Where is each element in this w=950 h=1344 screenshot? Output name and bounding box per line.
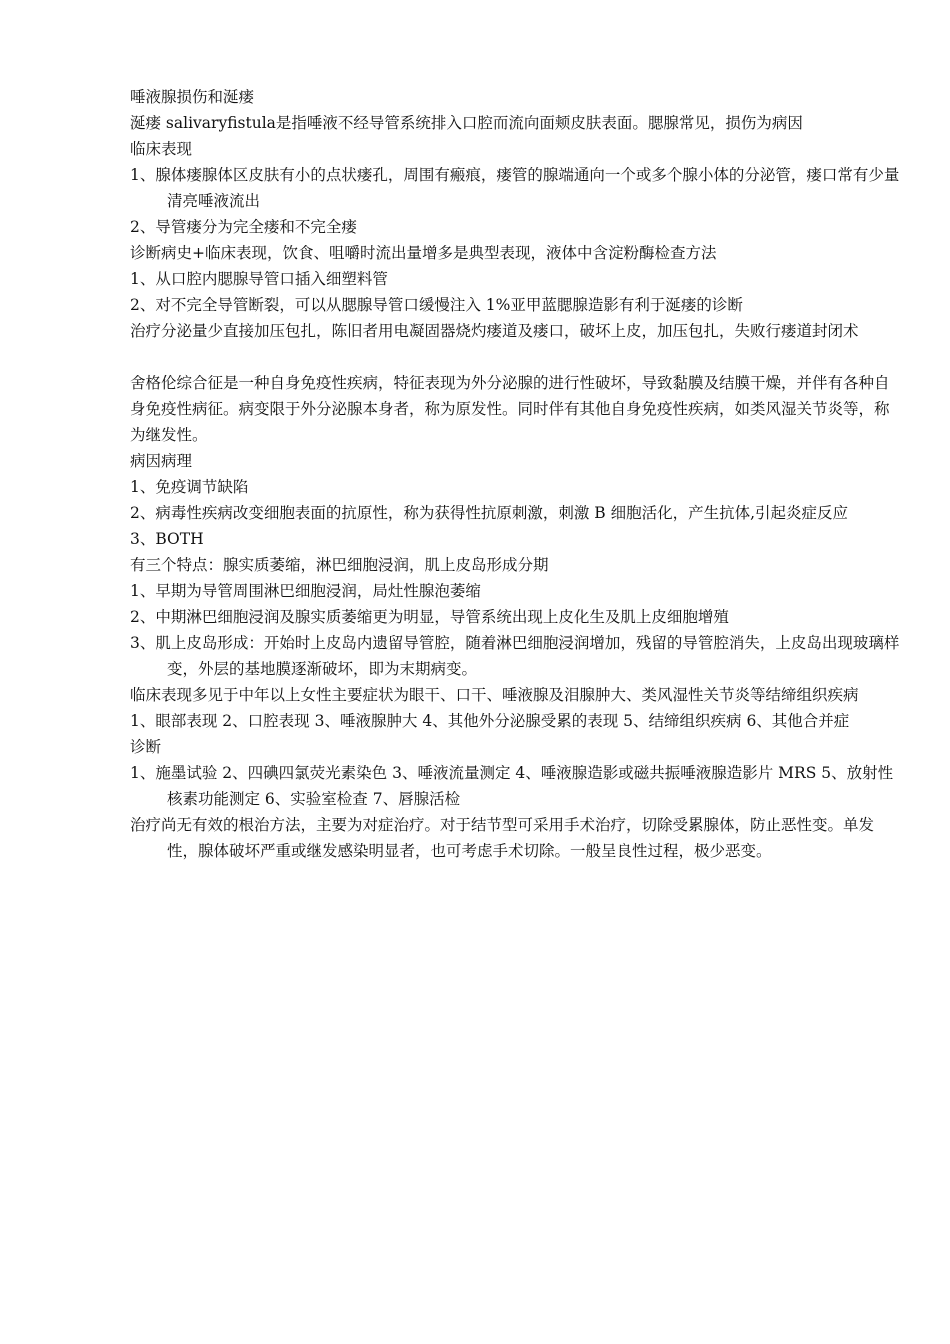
diagnosis-item: 1、施墨试验 2、四碘四氯荧光素染色 3、唾液流量测定 4、唾液腺造影或磁共振唾液腺造影片 MRS 5、放射性核素功能测定 6、实验室检查 7、唇腺活检 bbox=[130, 764, 894, 808]
diagnosis-paragraph: 诊断病史+临床表现，饮食、咀嚼时流出量增多是典型表现，液体中含淀粉酶检查方法 bbox=[130, 244, 717, 262]
fistula-definition: 涎瘘 salivaryfistula是指唾液不经导管系统排入口腔而流向面颊皮肤表面。腮腺常见，损伤为病因 bbox=[130, 114, 803, 132]
sjogren-intro: 舍格伦综合征是一种自身免疫性疾病，特征表现为外分泌腺的进行性破坏，导致黏膜及结膜干燥，并伴有各种自身免疫性病征。病变限于外分泌腺本身者，称为原发性。同时伴有其他自身免疫性疾病，如类风湿关节炎等，称为继发性。 bbox=[130, 374, 890, 444]
clinical-paragraph: 临床表现多见于中年以上女性主要症状为眼干、口干、唾液腺及泪腺肿大、类风湿性关节炎等结缔组织疾病 bbox=[130, 686, 859, 704]
etiology-item: 3、BOTH bbox=[130, 530, 204, 548]
diagnosis-item: 2、对不完全导管断裂，可以从腮腺导管口缓慢注入 1%亚甲蓝腮腺造影有利于涎瘘的诊断 bbox=[130, 296, 743, 314]
treatment-paragraph: 治疗尚无有效的根治方法，主要为对症治疗。对于结节型可采用手术治疗，切除受累腺体，防止恶性变。单发性，腺体破坏严重或继发感染明显者，也可考虑手术切除。一般呈良性过程，极少恶变。 bbox=[130, 816, 875, 860]
section-title: 唾液腺损伤和涎瘘 bbox=[130, 88, 255, 106]
treatment-paragraph: 治疗分泌量少直接加压包扎，陈旧者用电凝固器烧灼瘘道及瘘口，破坏上皮，加压包扎，失败行瘘道封闭术 bbox=[130, 322, 859, 340]
features-heading: 有三个特点：腺实质萎缩，淋巴细胞浸润，肌上皮岛形成分期 bbox=[130, 556, 549, 574]
features-item: 2、中期淋巴细胞浸润及腺实质萎缩更为明显，导管系统出现上皮化生及肌上皮细胞增殖 bbox=[130, 608, 729, 626]
diagnosis-item: 1、从口腔内腮腺导管口插入细塑料管 bbox=[130, 270, 388, 288]
etiology-item: 1、免疫调节缺陷 bbox=[130, 478, 249, 496]
clinical-item: 1、眼部表现 2、口腔表现 3、唾液腺肿大 4、其他外分泌腺受累的表现 5、结缔组织疾病 6、其他合并症 bbox=[130, 712, 850, 730]
section-spacer bbox=[130, 344, 900, 370]
clinical-item: 2、导管瘘分为完全瘘和不完全瘘 bbox=[130, 218, 357, 236]
diagnosis-heading: 诊断 bbox=[130, 738, 162, 756]
clinical-heading: 临床表现 bbox=[130, 140, 193, 158]
features-item: 3、肌上皮岛形成：开始时上皮岛内遗留导管腔，随着淋巴细胞浸润增加，残留的导管腔消失，上皮岛出现玻璃样变，外层的基地膜逐渐破坏，即为末期病变。 bbox=[130, 634, 900, 678]
features-item: 1、早期为导管周围淋巴细胞浸润，局灶性腺泡萎缩 bbox=[130, 582, 481, 600]
document-page bbox=[130, 84, 900, 864]
etiology-heading: 病因病理 bbox=[130, 452, 193, 470]
clinical-item: 1、腺体瘘腺体区皮肤有小的点状瘘孔，周围有瘢痕，瘘管的腺端通向一个或多个腺小体的分泌管，瘘口常有少量清亮唾液流出 bbox=[130, 166, 900, 210]
etiology-item: 2、病毒性疾病改变细胞表面的抗原性，称为获得性抗原刺激，刺激 B 细胞活化，产生抗体,引起炎症反应 bbox=[130, 504, 849, 522]
